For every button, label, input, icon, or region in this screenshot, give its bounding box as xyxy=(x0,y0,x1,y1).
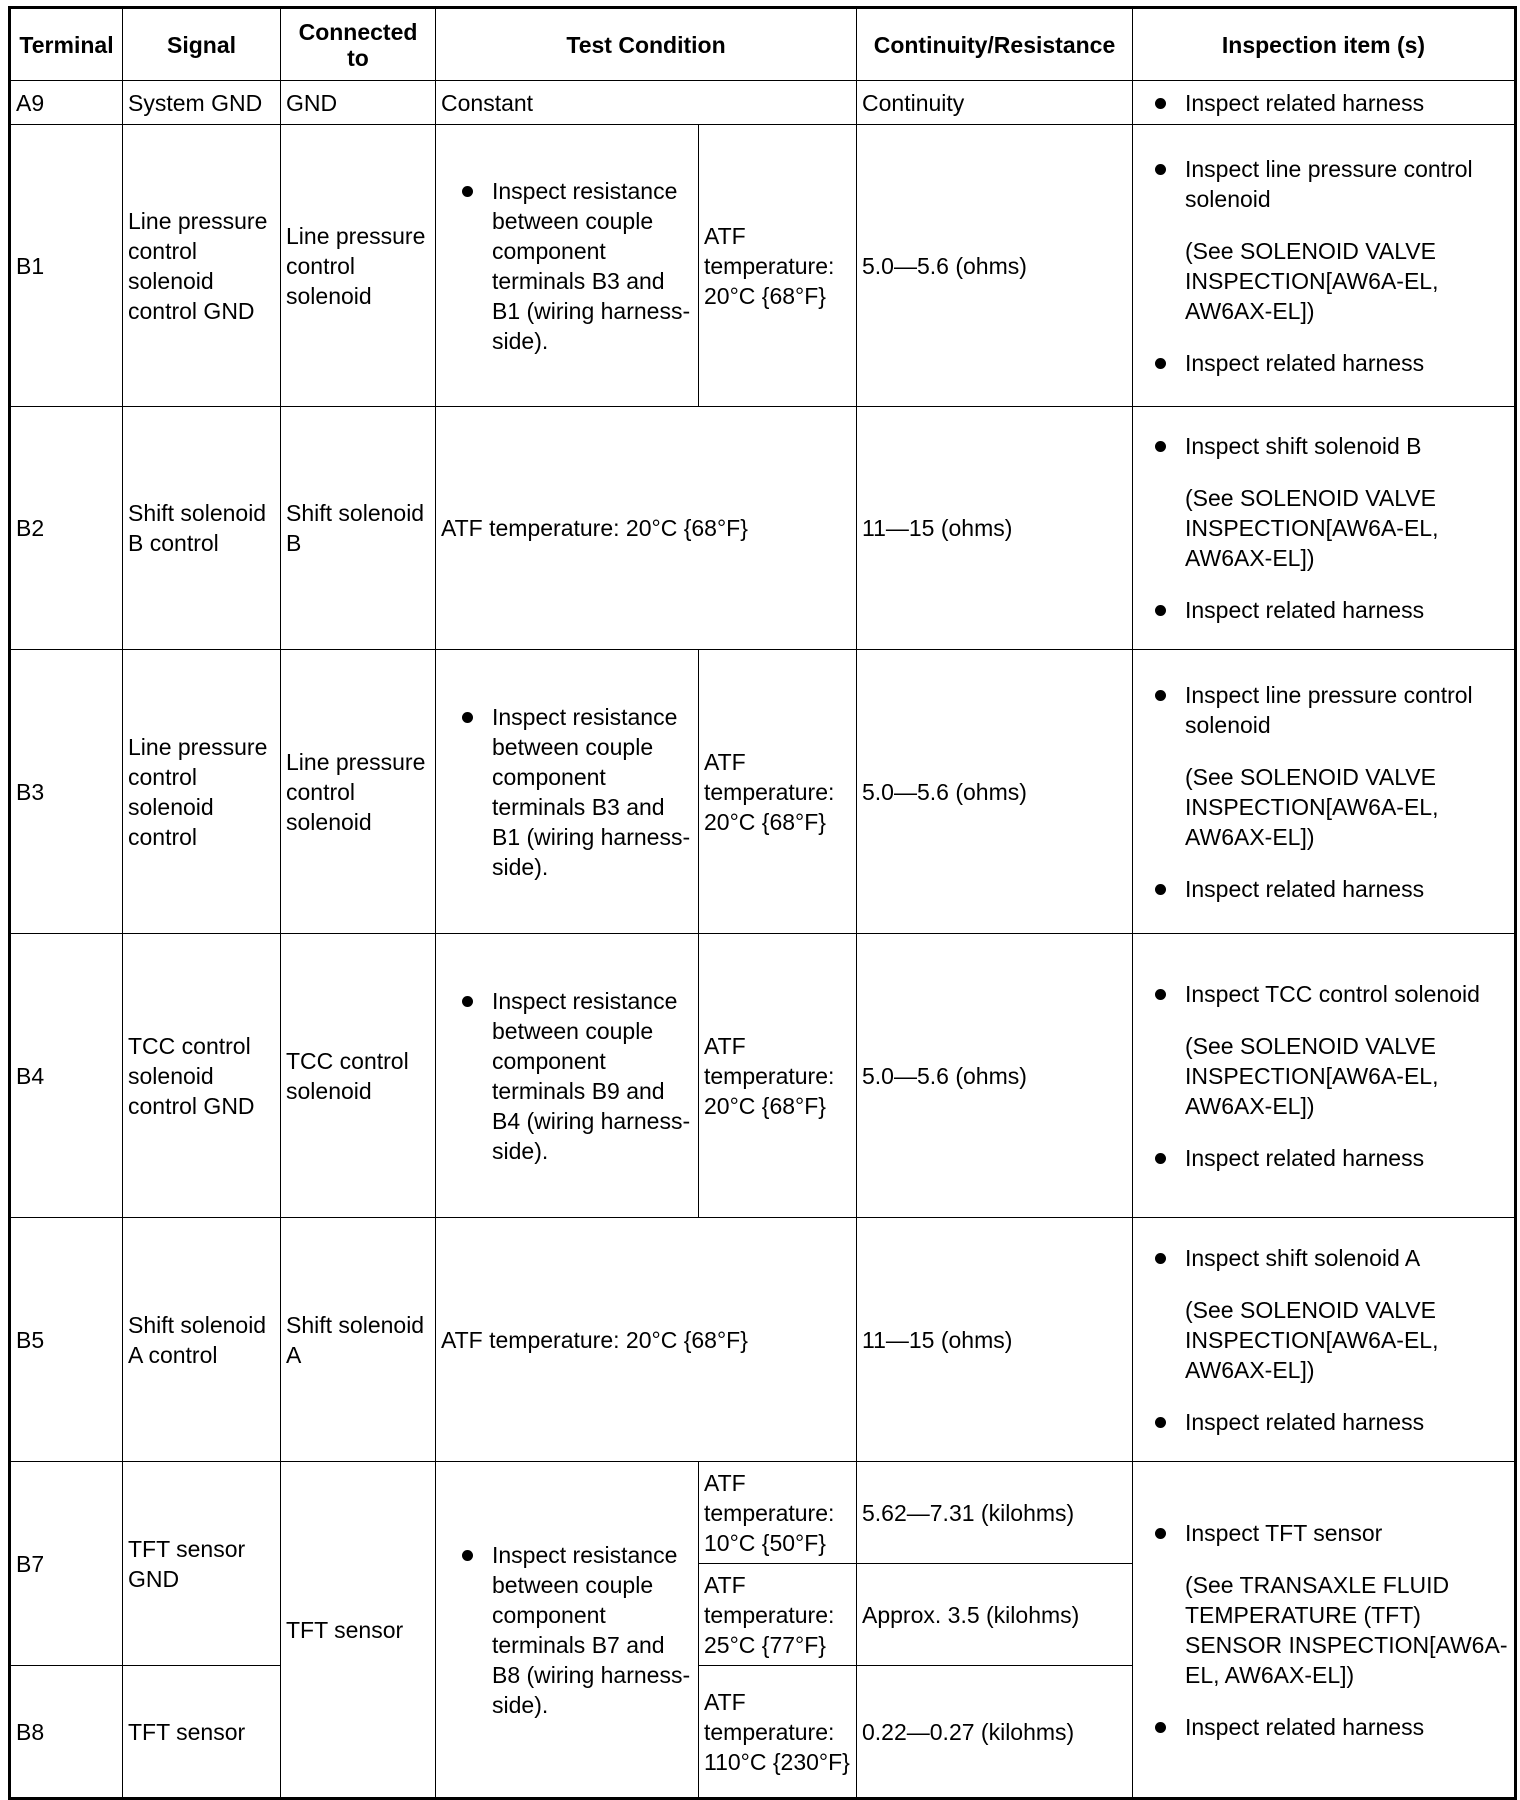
terminal-cell: B7 xyxy=(10,1462,123,1666)
reference-note: (See SOLENOID VALVE INSPECTION[AW6A-EL, AW6AX-EL]) xyxy=(1185,1296,1439,1383)
bullet-item: Inspect shift solenoid A xyxy=(1143,1243,1510,1273)
table-row xyxy=(10,650,1516,934)
terminal-cell: B4 xyxy=(10,934,123,1218)
terminal-cell: B5 xyxy=(10,1218,123,1462)
condition-cell: ATF temperature: 20°C {68°F} xyxy=(436,1218,857,1462)
inspection-cell xyxy=(1133,934,1516,1218)
condition-cell xyxy=(436,650,699,934)
condition-cell: ATF temperature: 20°C {68°F} xyxy=(436,407,857,650)
signal-cell: System GND xyxy=(123,81,281,125)
terminal-cell: B2 xyxy=(10,407,123,650)
bullet-item: Inspect related harness xyxy=(1143,88,1510,118)
condition-cell xyxy=(436,125,699,407)
bullet-item: Inspect line pressure control solenoid xyxy=(1143,680,1510,740)
atf-temperature-cell: ATF temperature: 20°C {68°F} xyxy=(699,125,857,407)
inspection-cell xyxy=(1133,650,1516,934)
bullet-item: Inspect related harness xyxy=(1143,1712,1510,1742)
signal-cell: Line pressure control solenoid control xyxy=(123,650,281,934)
bullet-item: Inspect related harness xyxy=(1143,595,1510,625)
atf-temperature-cell: ATF temperature: 20°C {68°F} xyxy=(699,650,857,934)
connected-cell: Line pressure control solenoid xyxy=(281,650,436,934)
terminal-cell: B8 xyxy=(10,1666,123,1799)
table-header-row xyxy=(10,8,1516,81)
bullet-item: Inspect TFT sensor xyxy=(1143,1518,1510,1548)
bullet-item: Inspect shift solenoid B xyxy=(1143,431,1510,461)
connected-cell: GND xyxy=(281,81,436,125)
reference-note: (See SOLENOID VALVE INSPECTION[AW6A-EL, AW6AX-EL]) xyxy=(1185,1032,1439,1119)
atf-temperature-cell: ATF temperature: 10°C {50°F} xyxy=(699,1462,857,1564)
document-page xyxy=(8,6,1517,1800)
bullet-item: Inspect resistance between couple component terminals B7 and B8 (wiring harness-side). xyxy=(450,1540,693,1720)
header-inspection-items: Inspection item (s) xyxy=(1133,8,1516,81)
header-continuity-resistance: Continuity/Resistance xyxy=(857,8,1133,81)
atf-temperature-cell: ATF temperature: 25°C {77°F} xyxy=(699,1564,857,1666)
value-cell: 5.0—5.6 (ohms) xyxy=(857,650,1133,934)
terminal-cell: B1 xyxy=(10,125,123,407)
table-row xyxy=(10,1462,1516,1564)
value-cell: 0.22—0.27 (kilohms) xyxy=(857,1666,1133,1799)
table-row xyxy=(10,125,1516,407)
value-cell: Continuity xyxy=(857,81,1133,125)
terminal-cell: A9 xyxy=(10,81,123,125)
bullet-item: Inspect resistance between couple component terminals B3 and B1 (wiring harness-side). xyxy=(450,176,693,356)
table-row xyxy=(10,1218,1516,1462)
bullet-item: Inspect related harness xyxy=(1143,1143,1510,1173)
table-row xyxy=(10,934,1516,1218)
bullet-item: Inspect related harness xyxy=(1143,348,1510,378)
connected-cell: Line pressure control solenoid xyxy=(281,125,436,407)
signal-cell: TFT sensor xyxy=(123,1666,281,1799)
signal-cell: Line pressure control solenoid control GND xyxy=(123,125,281,407)
bullet-item: Inspect TCC control solenoid xyxy=(1143,979,1510,1009)
bullet-item: Inspect related harness xyxy=(1143,874,1510,904)
header-terminal: Terminal xyxy=(10,8,123,81)
signal-cell: TCC control solenoid control GND xyxy=(123,934,281,1218)
condition-cell: Constant xyxy=(436,81,857,125)
value-cell: Approx. 3.5 (kilohms) xyxy=(857,1564,1133,1666)
bullet-item: Inspect resistance between couple component terminals B9 and B4 (wiring harness-side). xyxy=(450,986,693,1166)
header-connected-to: Connected to xyxy=(281,8,436,81)
bullet-item: Inspect line pressure control solenoid xyxy=(1143,154,1510,214)
signal-cell: Shift solenoid B control xyxy=(123,407,281,650)
condition-cell xyxy=(436,934,699,1218)
bullet-item: Inspect related harness xyxy=(1143,1407,1510,1437)
table-row xyxy=(10,81,1516,125)
connected-cell: TFT sensor xyxy=(281,1462,436,1799)
inspection-cell xyxy=(1133,1462,1516,1799)
signal-cell: TFT sensor GND xyxy=(123,1462,281,1666)
reference-note: (See SOLENOID VALVE INSPECTION[AW6A-EL, AW6AX-EL]) xyxy=(1185,237,1439,324)
reference-note: (See SOLENOID VALVE INSPECTION[AW6A-EL, AW6AX-EL]) xyxy=(1185,763,1439,850)
connected-cell: Shift solenoid A xyxy=(281,1218,436,1462)
header-test-condition: Test Condition xyxy=(436,8,857,81)
terminal-cell: B3 xyxy=(10,650,123,934)
header-signal: Signal xyxy=(123,8,281,81)
value-cell: 11—15 (ohms) xyxy=(857,1218,1133,1462)
table-row xyxy=(10,407,1516,650)
value-cell: 5.0—5.6 (ohms) xyxy=(857,934,1133,1218)
value-cell: 11—15 (ohms) xyxy=(857,407,1133,650)
condition-cell xyxy=(436,1462,699,1799)
inspection-cell xyxy=(1133,1218,1516,1462)
signal-cell: Shift solenoid A control xyxy=(123,1218,281,1462)
value-cell: 5.0—5.6 (ohms) xyxy=(857,125,1133,407)
value-cell: 5.62—7.31 (kilohms) xyxy=(857,1462,1133,1564)
inspection-cell xyxy=(1133,407,1516,650)
terminal-inspection-table xyxy=(8,6,1517,1800)
atf-temperature-cell: ATF temperature: 110°C {230°F} xyxy=(699,1666,857,1799)
atf-temperature-cell: ATF temperature: 20°C {68°F} xyxy=(699,934,857,1218)
inspection-cell xyxy=(1133,81,1516,125)
bullet-item: Inspect resistance between couple component terminals B3 and B1 (wiring harness-side). xyxy=(450,702,693,882)
connected-cell: TCC control solenoid xyxy=(281,934,436,1218)
inspection-cell xyxy=(1133,125,1516,407)
connected-cell: Shift solenoid B xyxy=(281,407,436,650)
reference-note: (See TRANSAXLE FLUID TEMPERATURE (TFT) SENSOR INSPECTION[AW6A-EL, AW6AX-EL]) xyxy=(1185,1571,1508,1688)
reference-note: (See SOLENOID VALVE INSPECTION[AW6A-EL, AW6AX-EL]) xyxy=(1185,485,1439,571)
